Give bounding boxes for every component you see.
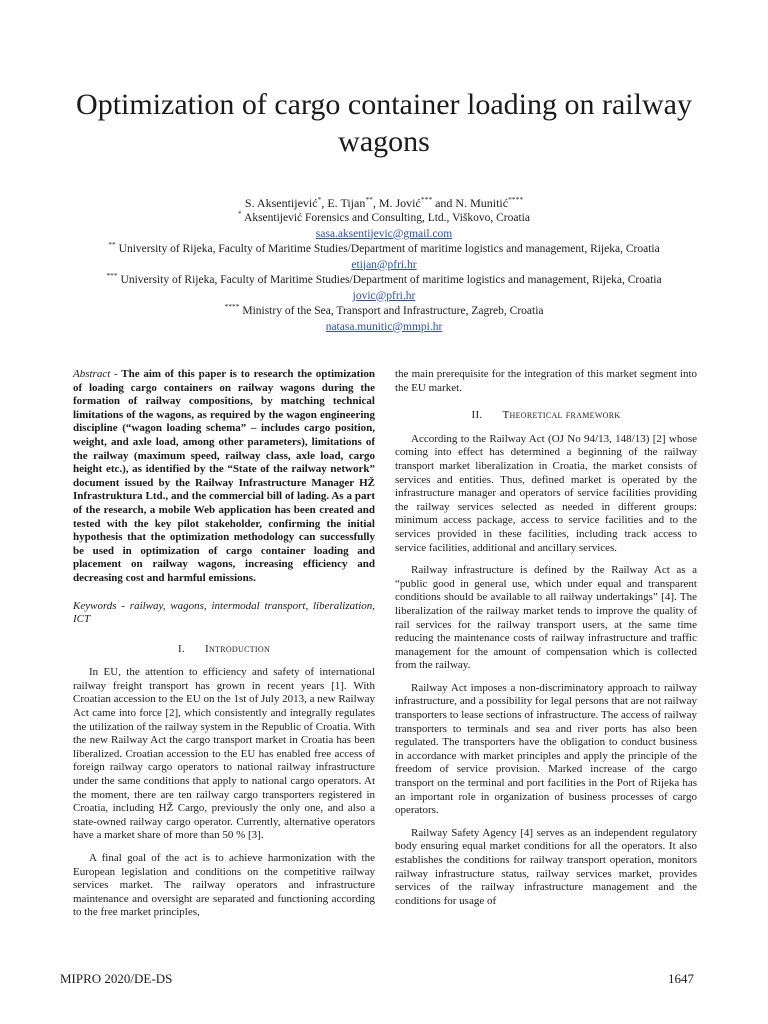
email-link[interactable]: jovic@pfri.hr — [352, 289, 416, 302]
author-name: S. Aksentijević — [244, 196, 318, 210]
author-name: E. Tijan — [327, 196, 366, 210]
affiliation: *** University of Rijeka, Faculty of Maritime Studies/Department of maritime logistics and management, Rijeka, Croatia — [106, 271, 662, 286]
keywords: Keywords - railway, wagons, intermodal transport, liberalization, ICT — [73, 599, 375, 626]
email-link[interactable]: natasa.munitic@mmpi.hr — [325, 320, 443, 333]
affiliation: * Aksentijević Forensics and Consulting, Ltd., Viškovo, Croatia — [238, 209, 530, 224]
paragraph: Railway Safety Agency [4] serves as an independent regulatory body ensuring equal market conditions for all the operators. It also establishes the conditions for railway transport operation, monitors railway infrastructure status, railway services market, provides services of the railway infrastructure management and the conditions for usage of — [395, 826, 697, 907]
section-heading-introduction: I. Introduction — [177, 642, 271, 655]
page-number: 1647 — [668, 971, 694, 986]
paragraph: Railway Act imposes a non-discriminatory approach to railway infrastructure, and a possibility for legal persons that are not railway transporters to lease sections of infrastructure. The access of railway transporters to terminals and sea and river ports has also been regulated. The transporters have the obligation to conduct business in accordance with market principles and apply the principle of the freedom of service provision. Marked increase of the cargo transport on the terminal and port facilities in the Port of Rijeka has an important role in organization of business processes of cargo operators. — [395, 681, 697, 817]
right-column — [395, 368, 697, 917]
affiliation-email[interactable] — [60, 289, 708, 305]
affiliation-email[interactable] — [60, 227, 708, 243]
author-name: and N. Munitić — [435, 196, 509, 210]
abstract-body: The aim of this paper is to research the optimization of loading cargo containers on railway wagons during the formation of railway compositions, by matching technical limitations of the wagons, as required by the wagon engineering discipline (“wagon loading schema” – includes cargo position, weight, and axle load, among other parameters), limitations of the railway (maximum speed, railway class, axle load, cargo height etc.), as identified by the “State of the railway network” document issued by the Railway Infrastructure Manager HŽ Infrastruktura Ltd., and the commercial bill of lading. As a part of the research, a mobile Web application has been created and tested with the key pilot stakeholder, confirming the initial hypothesis that the optimization methodology can successfully be used in optimization of cargo container loading and placement on railway wagons, increasing efficiency and decreasing cost and harmful emissions. — [73, 368, 375, 584]
affiliation-email[interactable] — [60, 258, 708, 274]
paragraph: the main prerequisite for the integration of this market segment into the EU market. — [395, 368, 697, 394]
email-link[interactable]: etijan@pfri.hr — [351, 258, 417, 271]
author-name: M. Jović — [378, 196, 421, 210]
abstract-label: Abstract - — [73, 368, 118, 380]
author-block — [60, 195, 708, 335]
affiliation-email[interactable] — [60, 320, 708, 336]
abstract — [73, 368, 375, 586]
affiliation: ** University of Rijeka, Faculty of Maritime Studies/Department of maritime logistics and management, Rijeka, Croatia — [108, 240, 660, 255]
paragraph: Railway infrastructure is defined by the Railway Act as a “public good in general use, which under equal and transparent conditions should be available to all railway undertakings” [4]. The liberalization of the railway market tends to improve the quality of rail services for the railway transport users, at the same time reducing the maintenance costs of railway infrastructure and traffic management for the amount of compensation which is collected from the railway. — [395, 564, 697, 672]
affiliation: **** Ministry of the Sea, Transport and Infrastructure, Zagreb, Croatia — [224, 302, 544, 317]
paragraph: In EU, the attention to efficiency and safety of international railway freight transport has grown in recent years [1]. With Croatian accession to the EU on the 1st of July 2013, a new Railway Act came into force [2], which consistently and integrally regulates the utilization of the railway system in the Republic of Croatia. With the new Railway Act the cargo transport market in Croatia has been liberalized. Croatian accession to the EU has enabled free access of foreign railway cargo operators to national railway infrastructure under the same conditions that apply to national cargo operators. At the moment, there are ten railway cargo transporters registered in Croatia, including HŽ Cargo, previously the only one, and also a state-owned railway cargo operator. Currently, alternative operators have a market share of more than 50 % [3]. — [73, 666, 375, 842]
section-heading-theoretical-framework: II. Theoretical framework — [471, 409, 621, 422]
conference-footer: MIPRO 2020/DE-DS — [60, 971, 173, 986]
author-list: S. Aksentijević*, E. Tijan**, M. Jović*** and N. Munitić**** — [244, 195, 524, 210]
paper-title: Optimization of cargo container loading on railway wagons — [76, 88, 692, 158]
paragraph: According to the Railway Act (OJ No 94/13, 148/13) [2] whose coming into effect has determined a beginning of the railway transport market liberalization in Croatia, the market consists of services and entities. Thus, defined market is operated by the infrastructure manager and operators of service facilities providing the railway services selected as needed in different groups: minimum access package, access to service facilities and to the services provided in these facilities, including track access to service facilities, additional and ancillary services. — [395, 432, 697, 554]
email-link[interactable]: sasa.aksentijevic@gmail.com — [315, 227, 453, 240]
left-column — [73, 368, 375, 929]
paragraph: A final goal of the act is to achieve harmonization with the European legislation and conditions on the competitive railway services market. The railway operators and infrastructure maintenance and oversight are separated and functioning according to the free market principles, — [73, 852, 375, 919]
